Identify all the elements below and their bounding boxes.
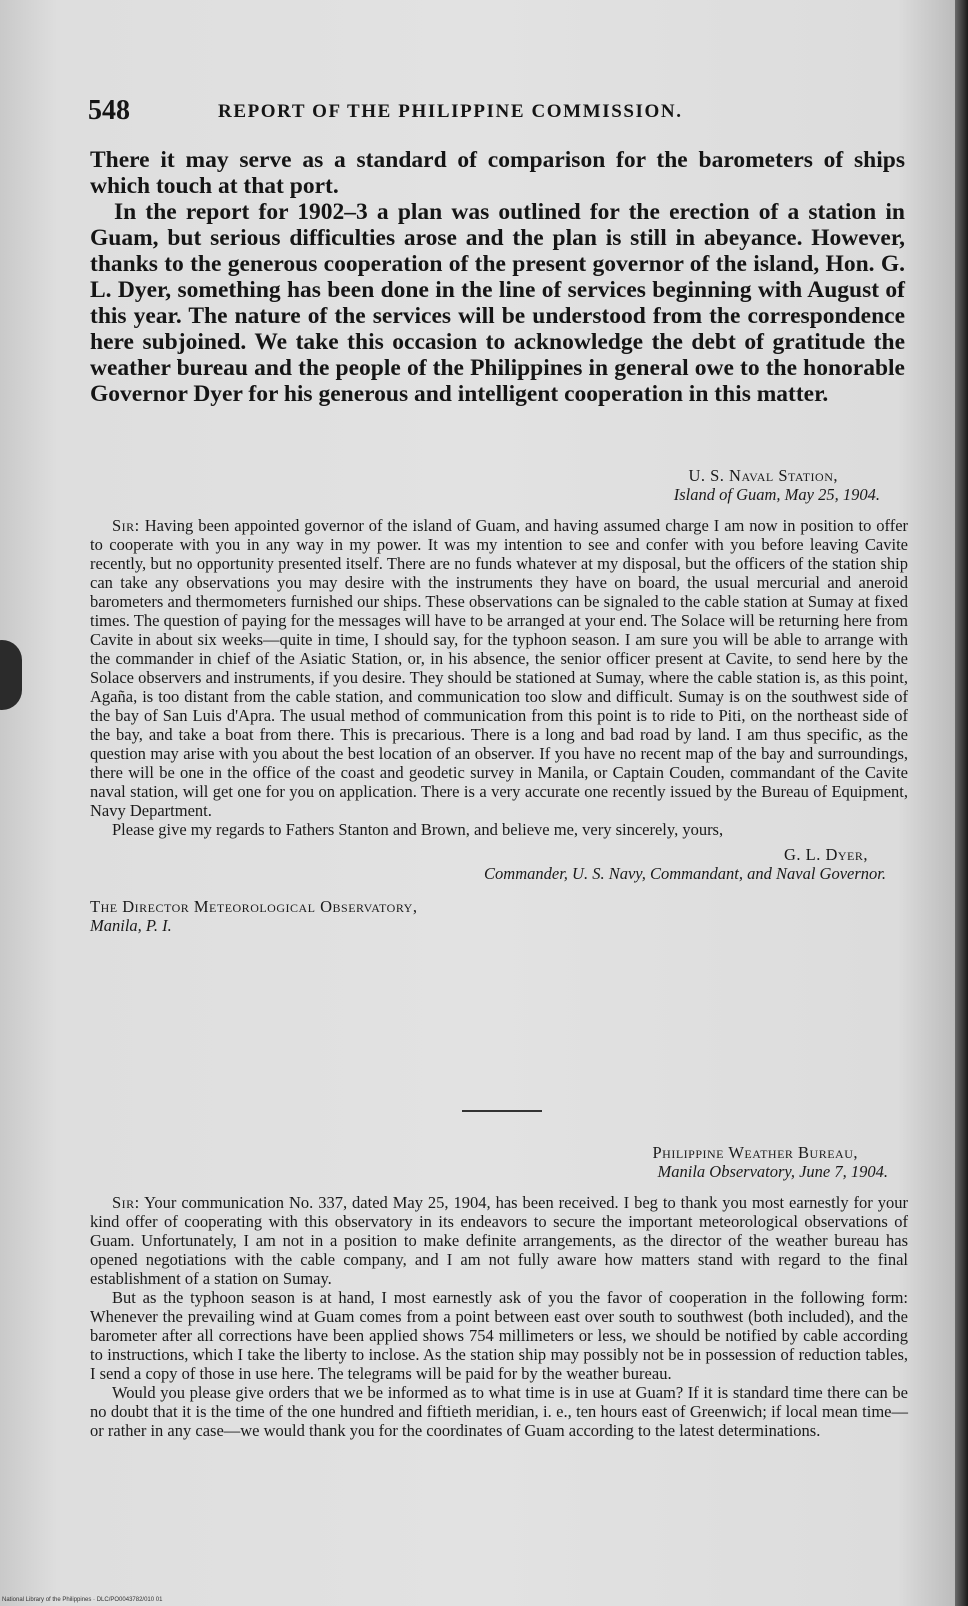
letter1-addressee-city: Manila, P. I.: [90, 916, 172, 935]
letter1-signature-title: Commander, U. S. Navy, Commandant, and Naval Governor.: [484, 864, 886, 883]
letter1-date: Island of Guam, May 25, 1904.: [673, 485, 880, 504]
letter2-paragraph-1-text: Your communication No. 337, dated May 25, 1904, has been received. I beg to thank you most earnestly for your kind offer of cooperating with this observatory in its endeavors to secure the important meteorological observations of Guam. Unfortunately, I am not in a position to make definite arrangements, as the director of the weather bureau has opened negotiations with the cable company, and I am not fully aware how matters stand with regard to the final establishment of a station on Sumay.: [90, 1193, 909, 1288]
binding-hole-shadow: [0, 640, 22, 710]
running-head: [88, 95, 778, 127]
letter1-closing: Please give my regards to Fathers Stanton and Brown, and believe me, very sincerely, yours,: [112, 820, 724, 839]
intro-paragraph-1: There it may serve as a standard of comparison for the barometers of ships which touch at that port.: [90, 147, 905, 199]
letter1-salutation: Sir:: [112, 516, 140, 535]
running-title: REPORT OF THE PHILIPPINE COMMISSION.: [218, 101, 683, 122]
letter1-place: U. S. Naval Station,: [688, 466, 838, 485]
letter2-place: Philippine Weather Bureau,: [652, 1143, 858, 1162]
letter2-paragraph-1: [90, 1193, 908, 1288]
letter2-salutation: Sir:: [112, 1193, 140, 1212]
letter-dyer: [90, 466, 908, 935]
letter1-body-text: Having been appointed governor of the island of Guam, and having assumed charge I am now in position to offer to cooperate with you in any way in my power. It was my intention to see and confer with you before leaving Cavite recently, but no opportunity presented itself. There are no funds whatever at my disposal, but the officers of the station ship can take any observations you may desire with the instruments they have on board, the usual mercurial and aneroid barometers and thermometers furnished our ships. These observations can be signaled to the cable station at Sumay at fixed times. The question of paying for the messages will have to be arranged at your end. The Solace will be returning here from Cavite in about six weeks—quite in time, I should say, for the typhoon season. I am sure you will be able to arrange with the commander in chief of the Asiatic Station, or, in his absence, the senior officer present at Cavite, to send here by the Solace observers and instruments, if you desire. They should be stationed at Sumay, where the cable station is, as this point, Agaña, is too distant from the cable station, and communication too slow and difficult. Sumay is on the southwest side of the bay of San Luis d'Apra. The usual method of communication from this point is to ride to Piti, on the northeast side of the bay, and take a boat from there. This is precarious. There is a long and bad road by land. I am thus specific, as the question may arise with you about the best location of an observer. If you have no recent map of the bay and surroundings, there will be one in the office of the coast and geodetic survey in Manila, or Captain Couden, commandant of the Cavite naval station, will get one for you on application. There is a very accurate one recently issued by the Bureau of Equipment, Navy Department.: [90, 516, 909, 820]
letter1-body: [90, 516, 908, 820]
scan-credit: National Library of the Philippines · DLC/PO0043782/010 01: [2, 1597, 163, 1603]
section-divider: [462, 1110, 542, 1112]
intro-paragraph-2: In the report for 1902–3 a plan was outlined for the erection of a station in Guam, but serious difficulties arose and the plan is still in abeyance. However, thanks to the generous cooperation of the present governor of the island, Hon. G. L. Dyer, something has been done in the line of services beginning with August of this year. The nature of the services will be understood from the correspondence here subjoined. We take this occasion to acknowledge the debt of gratitude the weather bureau and the people of the Philippines in general owe to the honorable Governor Dyer for his generous and intelligent cooperation in this matter.: [90, 199, 905, 407]
intro-text: [90, 147, 905, 407]
letter2-date: Manila Observatory, June 7, 1904.: [657, 1162, 888, 1181]
letter2-paragraph-3: Would you please give orders that we be informed as to what time is in use at Guam? If it is standard time there can be no doubt that it is the time of the one hundred and fiftieth meridian, i. e., ten hours east of Greenwich; if local mean time—or rather in any case—we would thank you for the coordinates of Guam according to the latest determinations.: [90, 1383, 908, 1440]
letter2-paragraph-2: But as the typhoon season is at hand, I most earnestly ask of you the favor of cooperation in the following form: Whenever the prevailing wind at Guam comes from a point between east over south to southwest (both included), and the barometer after all corrections have been applied shows 754 millimeters or less, we should be notified by cable according to instructions, which I take the liberty to inclose. As the station ship may possibly not be in possession of reduction tables, I send a copy of those in use here. The telegrams will be paid for by the weather bureau.: [90, 1288, 908, 1383]
page-number: 548: [88, 95, 130, 126]
page-edge-shadow: [955, 0, 968, 1606]
letter1-signature: G. L. Dyer,: [783, 845, 868, 864]
letter-weather-bureau: [90, 1143, 908, 1440]
letter1-addressee: The Director Meteorological Observatory,: [90, 897, 418, 916]
